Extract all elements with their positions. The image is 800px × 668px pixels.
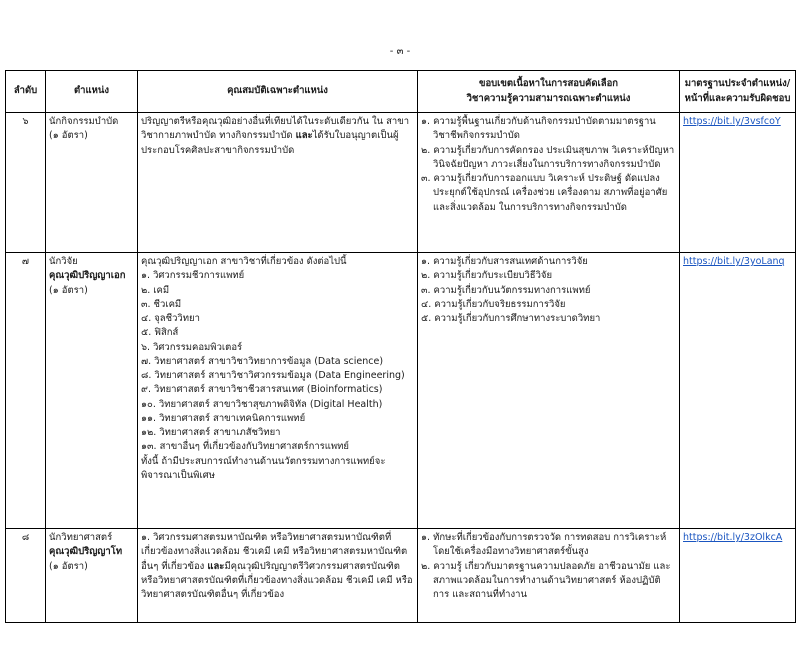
standard-link[interactable]: https://bit.ly/3vsfcoY [683, 116, 781, 127]
position-title: นักวิทยาศาสตร์ [49, 532, 113, 543]
scope-item: ๒. ความรู้เกี่ยวกับการคัดกรอง ประเมินสุขภาพ วิเคราะห์ปัญหา วินิจฉัยปัญหา ภาวะเสี่ยงในการบริการทางกิจกรรมบำบัด [421, 144, 675, 170]
qualification-line: ๒. เคมี [141, 284, 170, 296]
scope-item: ๒. ความรู้เกี่ยวกับระเบียบวิธีวิจัย [421, 270, 553, 282]
qualification-emphasis: และ [207, 560, 225, 572]
position-subtitle: คุณวุฒิปริญญาเอก [49, 270, 126, 282]
header-scope-line1: ขอบเขตเนื้อหาในการสอบคัดเลือก [478, 78, 619, 90]
standard-cell [680, 253, 796, 529]
header-qualification: คุณสมบัติเฉพาะตำแหน่ง [138, 71, 418, 113]
table-row [6, 113, 796, 253]
scope-item: ๓. ความรู้เกี่ยวกับการออกแบบ วิเคราะห์ ประดิษฐ์ ดัดแปลง ประยุกต์ใช้อุปกรณ์ เครื่องช่วย เครื่องดาม สภาพที่อยู่อาศัยและสิ่งแวดล้อม ในการบริการทางกิจกรรมบำบัด [421, 173, 668, 213]
qualification-line: ๑๑. วิทยาศาสตร์ สาขาเทคนิคการแพทย์ [141, 412, 306, 424]
scope-item: ๒. ความรู้ เกี่ยวกับมาตรฐานความปลอดภัย อาชีวอนามัย และสภาพแวดล้อมในการทำงานด้านวิทยาศาสตร์ ห้องปฏิบัติการ และสถานที่ทำงาน [421, 560, 671, 600]
scope-item: ๔. ความรู้เกี่ยวกับจริยธรรมการวิจัย [421, 298, 566, 310]
scope-item: ๑. ทักษะที่เกี่ยวข้องกับการตรวจวัด การทดสอบ การวิเคราะห์โดยใช้เครื่องมือทางวิทยาศาสตร์ขั้นสูง [421, 532, 667, 558]
position-count: (๑ อัตรา) [49, 560, 88, 572]
qualification-line: คุณวุฒิปริญญาเอก สาขาวิชาที่เกี่ยวข้อง ดังต่อไปนี้ [141, 256, 347, 267]
position-cell [46, 253, 138, 529]
table-row [6, 529, 796, 623]
position-subtitle: คุณวุฒิปริญญาโท [49, 546, 123, 558]
header-scope [418, 71, 680, 113]
positions-table [5, 70, 796, 623]
standard-cell [680, 529, 796, 623]
position-title: นักกิจกรรมบำบัด [49, 116, 119, 127]
position-count: (๑ อัตรา) [49, 284, 88, 296]
qualification-line: ๑๐. วิทยาศาสตร์ สาขาวิชาสุขภาพดิจิทัล (Digital Health) [141, 398, 383, 410]
qualification-cell [138, 253, 418, 529]
position-cell [46, 529, 138, 623]
qualification-line: ๑๒. วิทยาศาสตร์ สาขาเภสัชวิทยา [141, 427, 281, 438]
qualification-line: ๓. ชีวเคมี [141, 298, 182, 310]
qualification-cell [138, 529, 418, 623]
qualification-text-cont: ได้รับใบอนุญาตเป็นผู้ประกอบโรคศิลปะสาขากิจกรรมบำบัด [141, 130, 399, 156]
scope-item: ๑. ความรู้พื้นฐานเกี่ยวกับด้านกิจกรรมบำบัดตามมาตรฐานวิชาชีพกิจกรรมบำบัด [421, 116, 656, 142]
qualification-line: ๖. วิศวกรรมคอมพิวเตอร์ [141, 341, 243, 353]
table-row [6, 253, 796, 529]
qualification-note: ทั้งนี้ ถ้ามีประสบการณ์ทำงานด้านนวัตกรรมทางการแพทย์จะพิจารณาเป็นพิเศษ [141, 455, 386, 481]
scope-item: ๕. ความรู้เกี่ยวกับการศึกษาทางระบาดวิทยา [421, 313, 601, 324]
row-number: ๖ [6, 113, 46, 253]
standard-cell [680, 113, 796, 253]
header-no: ลำดับ [6, 71, 46, 113]
scope-cell [418, 529, 680, 623]
standard-link[interactable]: https://bit.ly/3zOlkcA [683, 532, 783, 543]
qualification-line: ๗. วิทยาศาสตร์ สาขาวิชาวิทยาการข้อมูล (Data science) [141, 355, 384, 367]
qualification-line: ๑๓. สาขาอื่นๆ ที่เกี่ยวข้องกับวิทยาศาสตร์การแพทย์ [141, 441, 349, 453]
position-count: (๑ อัตรา) [49, 130, 88, 142]
row-number: ๗ [6, 253, 46, 529]
header-standard [680, 71, 796, 113]
qualification-line: ๘. วิทยาศาสตร์ สาขาวิชาวิศวกรรมข้อมูล (Data Engineering) [141, 370, 405, 381]
qualification-text: ๑. วิศวกรรมศาสตรมหาบัณฑิต หรือวิทยาศาสตรมหาบัณฑิตที่เกี่ยวข้องทางสิ่งแวดล้อม ชีวเคมี เคมี หรือวิทยาศาสตรมหาบัณฑิตอื่นๆ ที่เกี่ยวข้อง [141, 532, 408, 572]
header-position: ตำแหน่ง [46, 71, 138, 113]
qualification-cell [138, 113, 418, 253]
page-number: - ๓ - [389, 46, 411, 57]
qualification-text: ปริญญาตรีหรือคุณวุฒิอย่างอื่นที่เทียบได้ในระดับเดียวกัน ใน สาขาวิชากายภาพบำบัด ทางกิจกรรมบำบัด [141, 116, 410, 142]
scope-item: ๑. ความรู้เกี่ยวกับสารสนเทศด้านการวิจัย [421, 256, 588, 267]
qualification-line: ๔. จุลชีววิทยา [141, 313, 200, 324]
scope-cell [418, 113, 680, 253]
header-scope-line2: วิชาความรู้ความสามารถเฉพาะตำแหน่ง [466, 92, 631, 104]
position-title: นักวิจัย [49, 256, 78, 267]
qualification-line: ๑. วิศวกรรมชีวการแพทย์ [141, 270, 245, 282]
scope-cell [418, 253, 680, 529]
qualification-emphasis: และ [295, 130, 313, 142]
row-number: ๘ [6, 529, 46, 623]
standard-link[interactable]: https://bit.ly/3yoLanq [683, 256, 785, 267]
qualification-line: ๕. ฟิสิกส์ [141, 327, 179, 339]
scope-item: ๓. ความรู้เกี่ยวกับนวัตกรรมทางการแพทย์ [421, 284, 591, 296]
qualification-text-cont: มีคุณวุฒิปริญญาตรีวิศวกรรมศาสตรบัณฑิตหรือวิทยาศาสตรบัณฑิตที่เกี่ยวข้องทางสิ่งแวดล้อม ชีวเคมี เคมี หรือวิทยาศาสตรบัณฑิตอื่นๆ ที่เกี่ยวข้อง [141, 560, 413, 600]
header-standard-line2: หน้าที่และความรับผิดชอบ [684, 92, 791, 104]
table-header-row [6, 71, 796, 113]
header-standard-line1: มาตรฐานประจำตำแหน่ง/ [684, 78, 791, 90]
qualification-line: ๙. วิทยาศาสตร์ สาขาวิชาชีวสารสนเทศ (Bioinformatics) [141, 384, 383, 396]
position-cell [46, 113, 138, 253]
